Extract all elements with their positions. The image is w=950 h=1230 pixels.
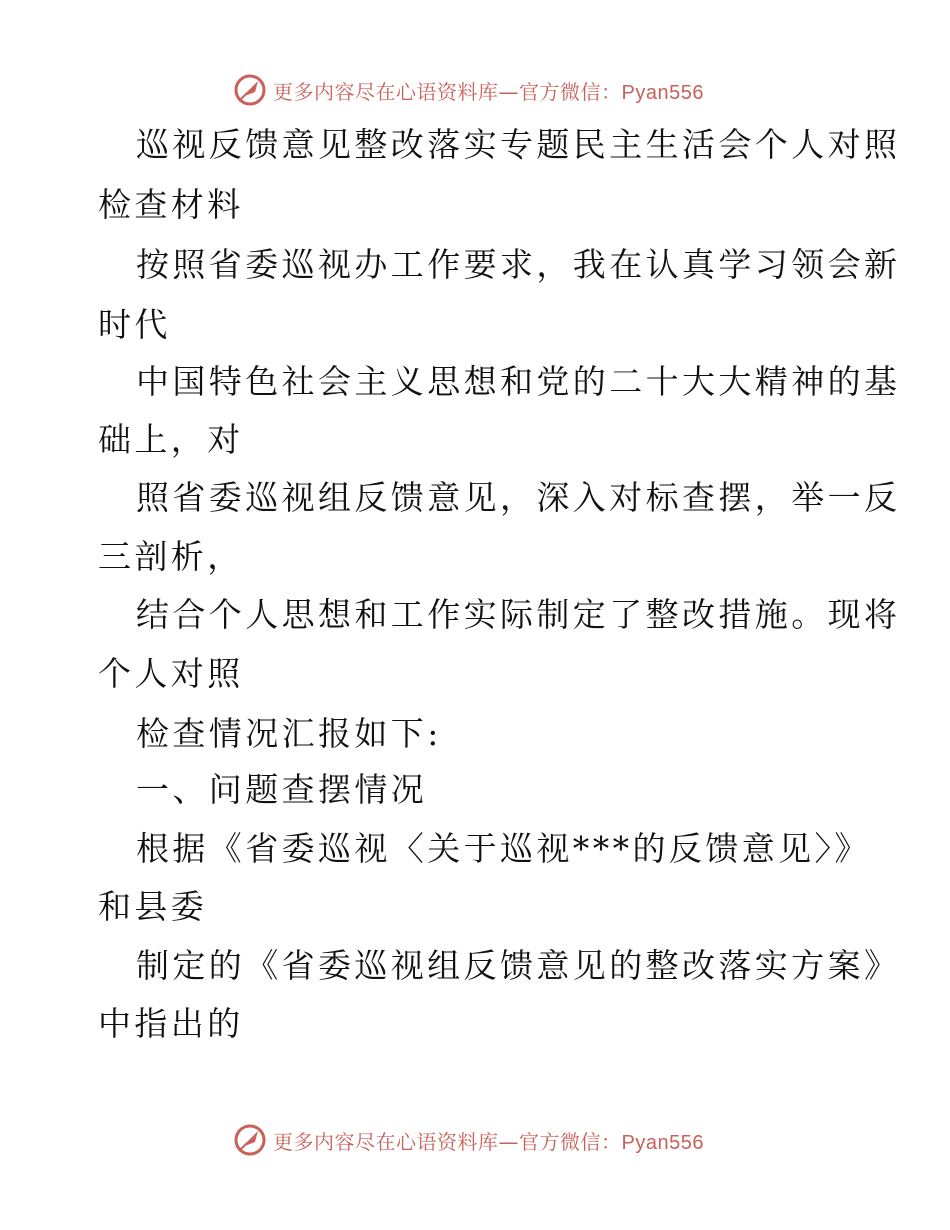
paragraph-line: 根据《省委巡视〈关于巡视***的反馈意见〉》 <box>136 829 871 868</box>
paragraph-line: 时代 <box>98 305 171 344</box>
paragraph-line: 和县委 <box>98 887 208 926</box>
paragraph-line: 中指出的 <box>98 1004 244 1043</box>
watermark-handle: Pyan556 <box>621 81 704 104</box>
section-heading: 一、问题查摆情况 <box>136 770 428 809</box>
quill-logo-icon <box>233 1123 267 1157</box>
paragraph-line: 按照省委巡视办工作要求，我在认真学习领会新 <box>136 245 901 284</box>
title-line-1: 巡视反馈意见整改落实专题民主生活会个人对照 <box>136 125 901 164</box>
paragraph-line: 个人对照 <box>98 654 244 693</box>
watermark-text: 更多内容尽在心语资料库—官方微信：Pyan556 <box>273 79 704 104</box>
watermark-footer <box>233 1122 753 1158</box>
paragraph-line: 础上，对 <box>98 420 244 459</box>
quill-logo-icon <box>233 73 267 107</box>
paragraph-line: 检查情况汇报如下: <box>136 714 442 753</box>
paragraph-line: 三剖析， <box>98 537 244 576</box>
paragraph-line: 制定的《省委巡视组反馈意见的整改落实方案》 <box>136 946 901 985</box>
paragraph-line: 结合个人思想和工作实际制定了整改措施。现将 <box>136 595 901 634</box>
watermark-header <box>233 72 753 108</box>
watermark-handle: Pyan556 <box>621 1131 704 1154</box>
watermark-text: 更多内容尽在心语资料库—官方微信：Pyan556 <box>273 1129 704 1154</box>
paragraph-line: 照省委巡视组反馈意见，深入对标查摆，举一反 <box>136 478 901 517</box>
paragraph-line: 中国特色社会主义思想和党的二十大大精神的基 <box>136 362 901 401</box>
title-line-2: 检查材料 <box>98 185 244 224</box>
